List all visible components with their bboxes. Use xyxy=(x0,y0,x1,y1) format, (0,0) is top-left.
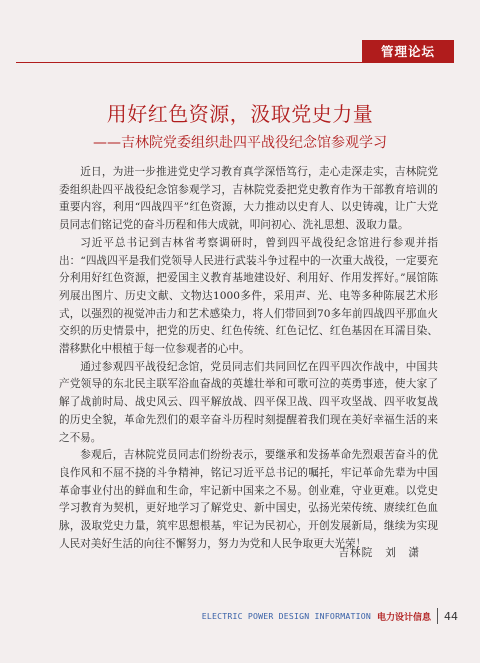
article-subtitle: ——吉林院党委组织赴四平战役纪念馆参观学习 xyxy=(93,135,387,151)
paragraph: 近日，为进一步推进党史学习教育真学深悟笃行，走心走深走实，吉林院党委组织赴四平战役纪念馆参观学习，吉林院党委把党史教育作为干部教育培训的重要内容，利用“四战四平”红色资源，大力推动以史育人、以史铸魂，让广大党员同志们铭记党的奋斗历程和伟大成就，叩问初心、洗礼思想、汲取力量。 xyxy=(59,166,438,232)
author-line xyxy=(338,545,420,560)
author-name: 刘 潇 xyxy=(385,547,420,559)
article-title: 用好红色资源，汲取党史力量 xyxy=(106,102,374,126)
magazine-name-cn: 电力设计信息 xyxy=(376,612,431,623)
page-number: 44 xyxy=(444,609,458,623)
paragraph: 参观后，吉林院党员同志们纷纷表示，要继承和发扬革命先烈艰苦奋斗的优良作风和不屈不挠的斗争精神，铭记习近平总书记的嘱托，牢记革命先辈为中国革命事业付出的鲜血和生命，牢记新中国来之不易。创业难，守业更难。以党史学习教育为契机，更好地学习了解党史、新中国史，弘扬光荣传统、赓续红色血脉，汲取党史力量，筑牢思想根基，牢记为民初心，开创发展新局，继续为实现人民对美好生活的向往不懈努力，努力为党和人民争取更大光荣！ xyxy=(59,449,438,550)
section-tag: 管理论坛 xyxy=(362,40,454,62)
paragraph: 习近平总书记到吉林省考察调研时，曾到四平战役纪念馆进行参观并指出：“四战四平是我们党领导人民进行武装斗争过程中的一次重大战役，一定要充分利用好红色资源，把爱国主义教育基地建设好、利用好、作用发挥好。”展馆陈列展出图片、历史文献、文物达1000多件，采用声、光、电等多种陈展艺术形式，以强烈的视觉冲击力和艺术感染力，将人们带回到70多年前四战四平那血火交织的历史情景中，把党的历史、红色传统、红色记忆、红色基因在耳濡目染、潜移默化中根植于每一位参观者的心中。 xyxy=(59,236,438,356)
magazine-name-en: ELECTRIC POWER DESIGN INFORMATION xyxy=(201,611,371,621)
page-footer xyxy=(202,608,458,624)
author-org: 吉林院 xyxy=(338,547,374,559)
article-body xyxy=(59,164,438,553)
footer-divider xyxy=(437,608,438,624)
paragraph: 通过参观四平战役纪念馆，党员同志们共同回忆在四平四次作战中，中国共产党领导的东北民主联军浴血奋战的英雄壮举和可歌可泣的英勇事迹，使大家了解了战前时局、战史风云、四平解放战、四平保卫战、四平攻坚战、四平收复战的历史全貌，革命先烈们的艰辛奋斗历程时刻提醒着我们现在美好幸福生活的来之不易。 xyxy=(59,360,438,444)
section-divider xyxy=(16,62,454,63)
